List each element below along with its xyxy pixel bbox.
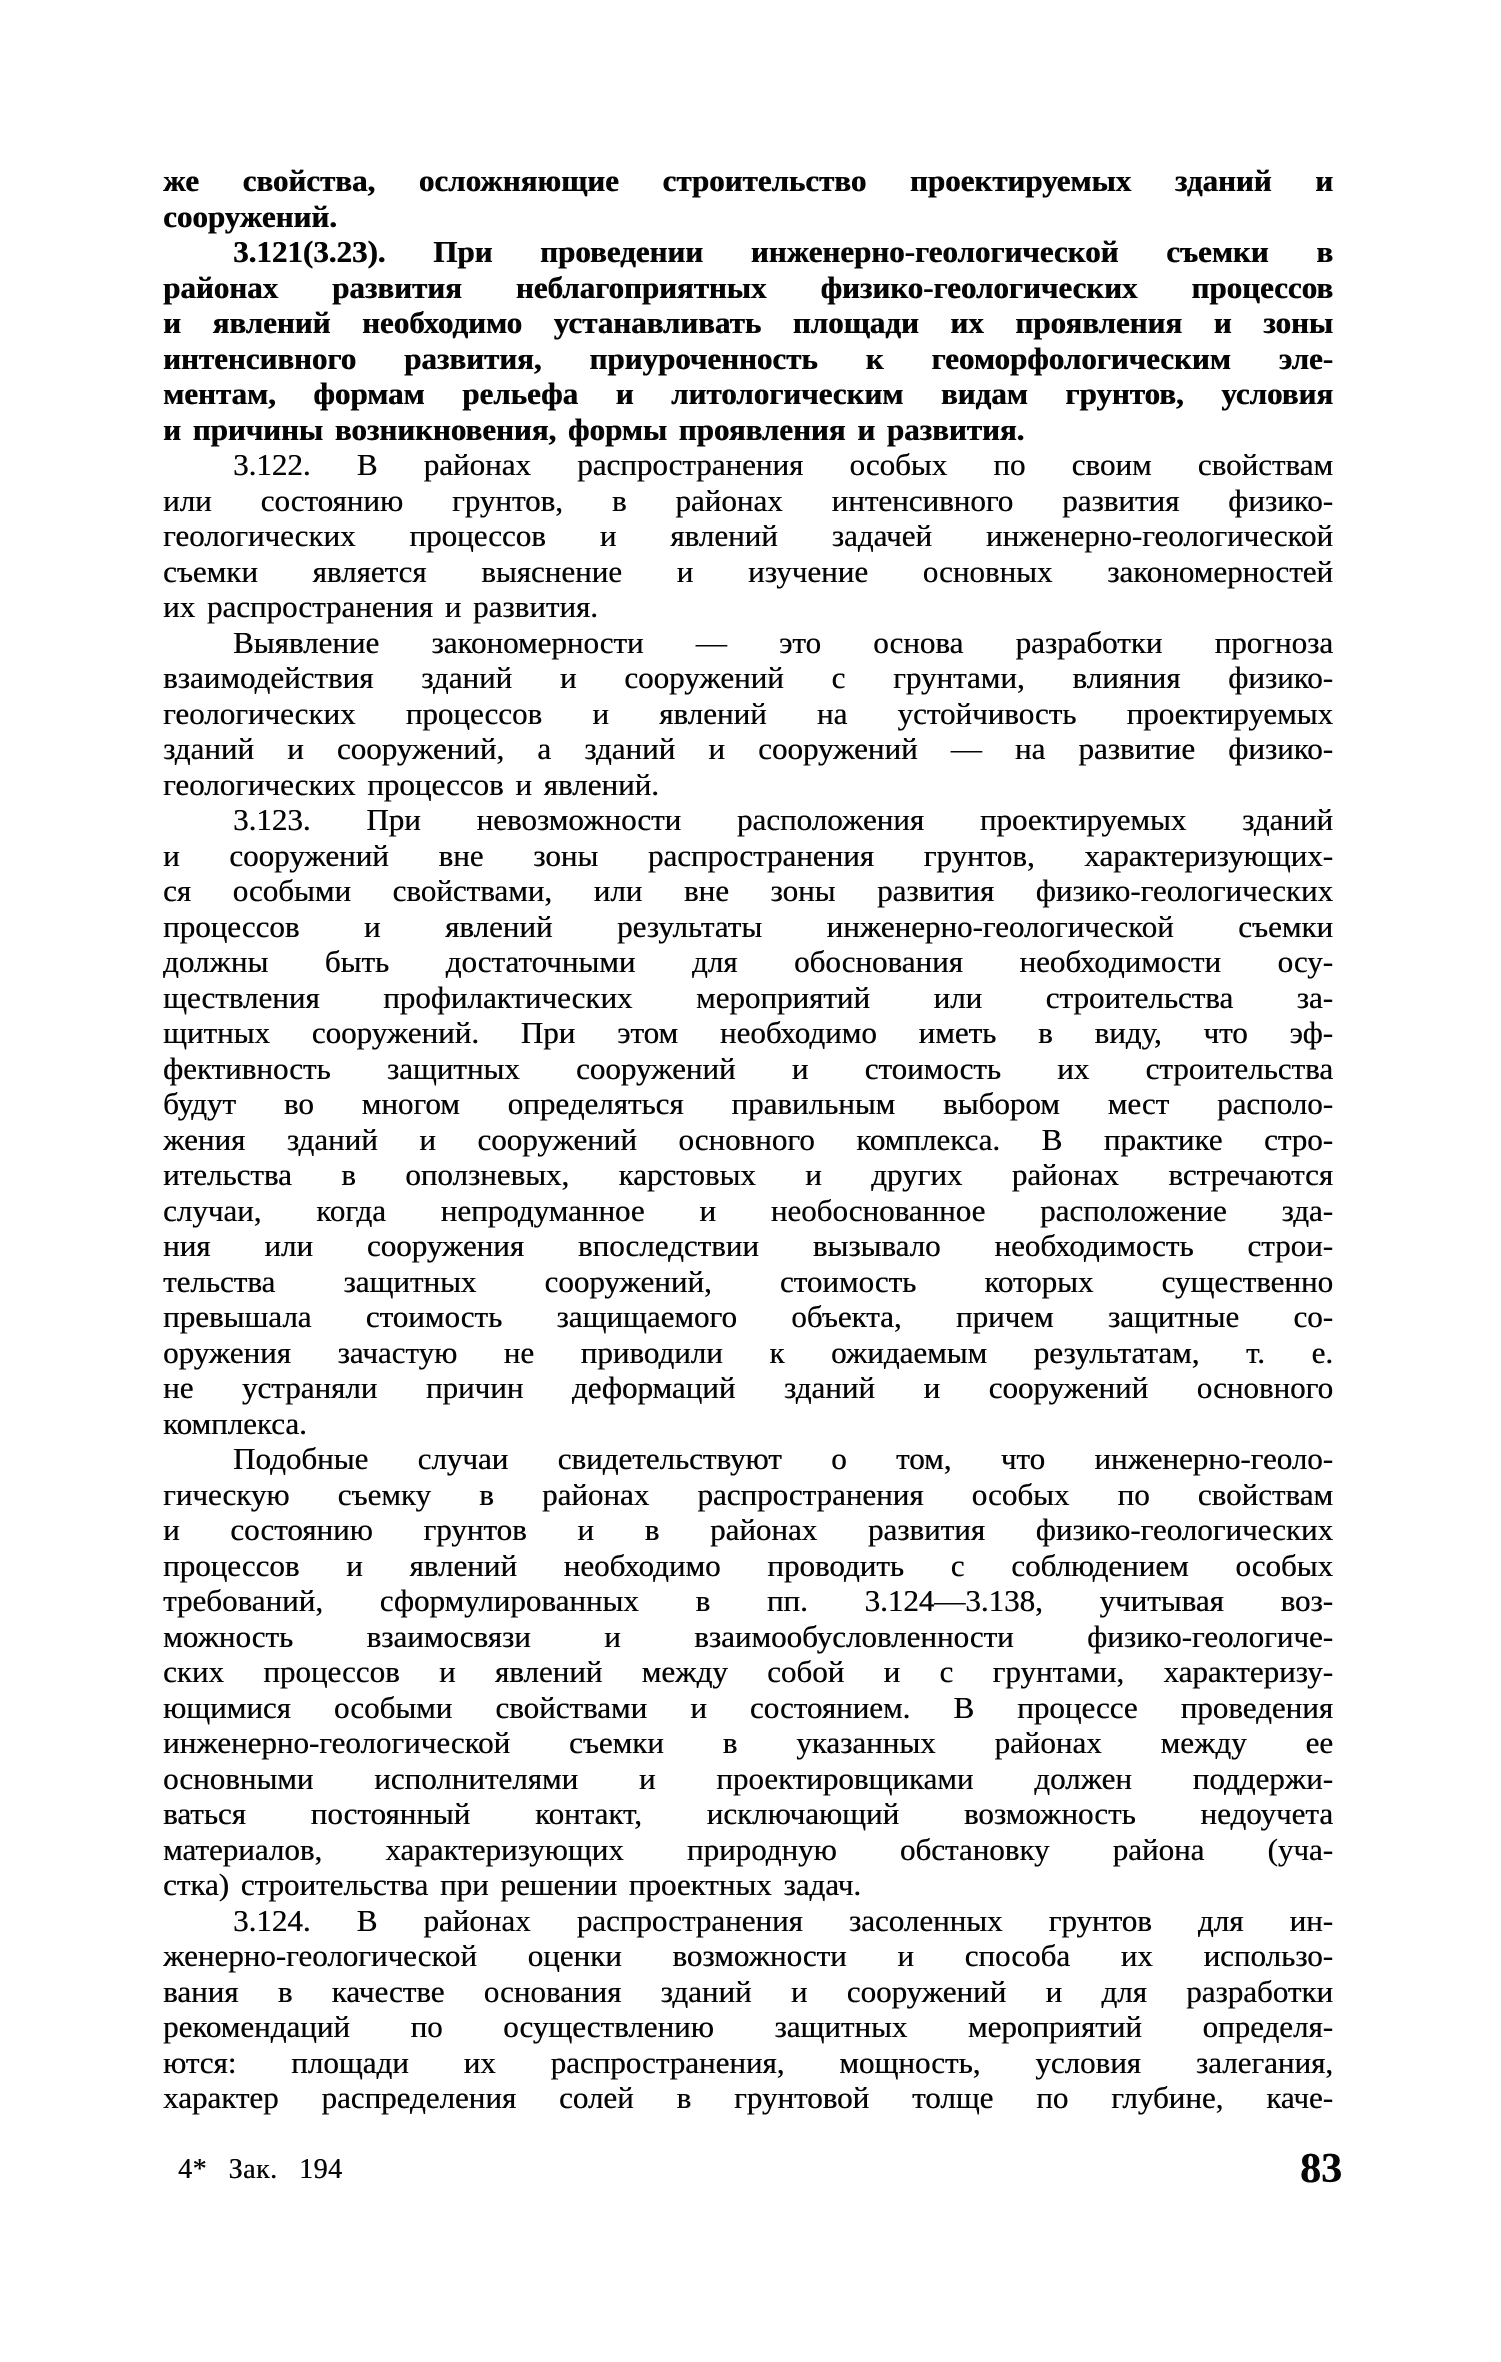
paragraph-para-3.122 bbox=[163, 447, 1333, 625]
text-line: Выявление закономерности — это основа разработки прогноза bbox=[233, 624, 1333, 660]
text-line: процессов и явлений необходимо проводить с соблюдением особых bbox=[163, 1547, 1333, 1583]
text-line: фективность защитных сооружений и стоимость их строительства bbox=[163, 1050, 1333, 1086]
text-line: ния или сооружения впоследствии вызывало необходимость строи- bbox=[163, 1228, 1333, 1263]
text-line: ских процессов и явлений между собой и с грунтами, характеризу- bbox=[163, 1654, 1333, 1689]
text-line: 3.121(3.23). При проведении инженерно-геологической съемки в bbox=[233, 234, 1333, 269]
text-line: не устраняли причин деформаций зданий и сооружений основного bbox=[163, 1370, 1333, 1405]
text-line: геологических процессов и явлений задачей инженерно-геологической bbox=[163, 518, 1333, 553]
text-line: должны быть достаточными для обоснования необходимости осу- bbox=[163, 944, 1333, 979]
text-line: ментам, формам рельефа и литологическим видам грунтов, условия bbox=[163, 376, 1333, 411]
text-line: районах развития неблагоприятных физико-геологических процессов bbox=[163, 269, 1333, 305]
text-line: геологических процессов и явлений на устойчивость проектируемых bbox=[163, 695, 1333, 731]
paragraph-para-vyyavlenie bbox=[163, 625, 1333, 803]
text-line: комплекса. bbox=[163, 1405, 307, 1441]
text-line: превышала стоимость защищаемого объекта, причем защитные со- bbox=[163, 1299, 1333, 1334]
text-line: же свойства, осложняющие строительство проектируемых зданий и bbox=[163, 163, 1333, 198]
paragraph-para-continuation bbox=[163, 163, 1333, 234]
text-line: сооружений. bbox=[163, 198, 337, 234]
text-line: процессов и явлений результаты инженерно-геологической съемки bbox=[163, 908, 1333, 944]
text-line: характер распределения солей в грунтовой толще по глубине, каче- bbox=[163, 2080, 1333, 2115]
text-block bbox=[163, 163, 1333, 2116]
text-line: и сооружений вне зоны распространения грунтов, характеризующих- bbox=[163, 837, 1333, 873]
text-line: съемки является выяснение и изучение основных закономерностей bbox=[163, 553, 1333, 589]
text-line: ществления профилактических мероприятий или строительства за- bbox=[163, 979, 1333, 1015]
text-line: их распространения и развития. bbox=[163, 589, 598, 624]
text-line: будут во многом определяться правильным выбором мест располо- bbox=[163, 1086, 1333, 1121]
text-line: можность взаимосвязи и взаимообусловленности физико-геологиче- bbox=[163, 1618, 1333, 1654]
text-line: и причины возникновения, формы проявления и развития. bbox=[163, 411, 1025, 447]
text-line: ваться постоянный контакт, исключающий возможность недоучета bbox=[163, 1796, 1333, 1831]
paragraph-para-3.121 bbox=[163, 234, 1333, 447]
text-line: вания в качестве основания зданий и сооружений и для разработки bbox=[163, 1973, 1333, 2009]
paragraph-para-podobnye bbox=[163, 1441, 1333, 1903]
text-line: зданий и сооружений, а зданий и сооружений — на развитие физико- bbox=[163, 731, 1333, 766]
text-line: 3.122. В районах распространения особых по своим свойствам bbox=[233, 447, 1333, 482]
text-line: 3.123. При невозможности расположения проектируемых зданий bbox=[233, 802, 1333, 837]
paragraph-para-3.123 bbox=[163, 802, 1333, 1441]
text-line: и явлений необходимо устанавливать площади их проявления и зоны bbox=[163, 305, 1333, 340]
text-line: стка) строительства при решении проектных задач. bbox=[163, 1867, 862, 1902]
text-line: щитных сооружений. При этом необходимо иметь в виду, что эф- bbox=[163, 1015, 1333, 1050]
text-line: ются: площади их распространения, мощность, условия залегания, bbox=[163, 2044, 1333, 2080]
text-line: основными исполнителями и проектировщиками должен поддержи- bbox=[163, 1760, 1333, 1796]
text-line: 3.124. В районах распространения засоленных грунтов для ин- bbox=[233, 1902, 1333, 1938]
paragraph-para-3.124 bbox=[163, 1903, 1333, 2116]
text-line: интенсивного развития, приуроченность к геоморфологическим эле- bbox=[163, 340, 1333, 376]
text-line: жения зданий и сооружений основного комплекса. В практике стро- bbox=[163, 1121, 1333, 1157]
text-line: тельства защитных сооружений, стоимость которых существенно bbox=[163, 1263, 1333, 1299]
text-line: гическую съемку в районах распространения особых по свойствам bbox=[163, 1476, 1333, 1512]
text-line: ся особыми свойствами, или вне зоны развития физико-геологических bbox=[163, 873, 1333, 908]
text-line: оружения зачастую не приводили к ожидаемым результатам, т. е. bbox=[163, 1334, 1333, 1370]
page-number: 83 bbox=[1300, 2146, 1342, 2192]
text-line: инженерно-геологической съемки в указанных районах между ее bbox=[163, 1725, 1333, 1760]
text-line: требований, сформулированных в пп. 3.124—3.138, учитывая воз- bbox=[163, 1583, 1333, 1618]
text-line: рекомендаций по осуществлению защитных мероприятий определя- bbox=[163, 2009, 1333, 2044]
text-line: женерно-геологической оценки возможности и способа их использо- bbox=[163, 1938, 1333, 1973]
text-line: взаимодействия зданий и сооружений с грунтами, влияния физико- bbox=[163, 660, 1333, 695]
text-line: и состоянию грунтов и в районах развития физико-геологических bbox=[163, 1512, 1333, 1547]
footer-printing-info: 4* Зак. 194 bbox=[178, 2154, 343, 2185]
text-line: ющимися особыми свойствами и состоянием. В процессе проведения bbox=[163, 1689, 1333, 1725]
text-line: или состоянию грунтов, в районах интенсивного развития физико- bbox=[163, 482, 1333, 518]
text-line: ительства в оползневых, карстовых и других районах встречаются bbox=[163, 1157, 1333, 1192]
text-line: случаи, когда непродуманное и необоснованное расположение зда- bbox=[163, 1192, 1333, 1228]
text-line: материалов, характеризующих природную обстановку района (уча- bbox=[163, 1831, 1333, 1867]
text-line: геологических процессов и явлений. bbox=[163, 766, 659, 802]
text-line: Подобные случаи свидетельствуют о том, что инженерно-геоло- bbox=[233, 1441, 1333, 1476]
